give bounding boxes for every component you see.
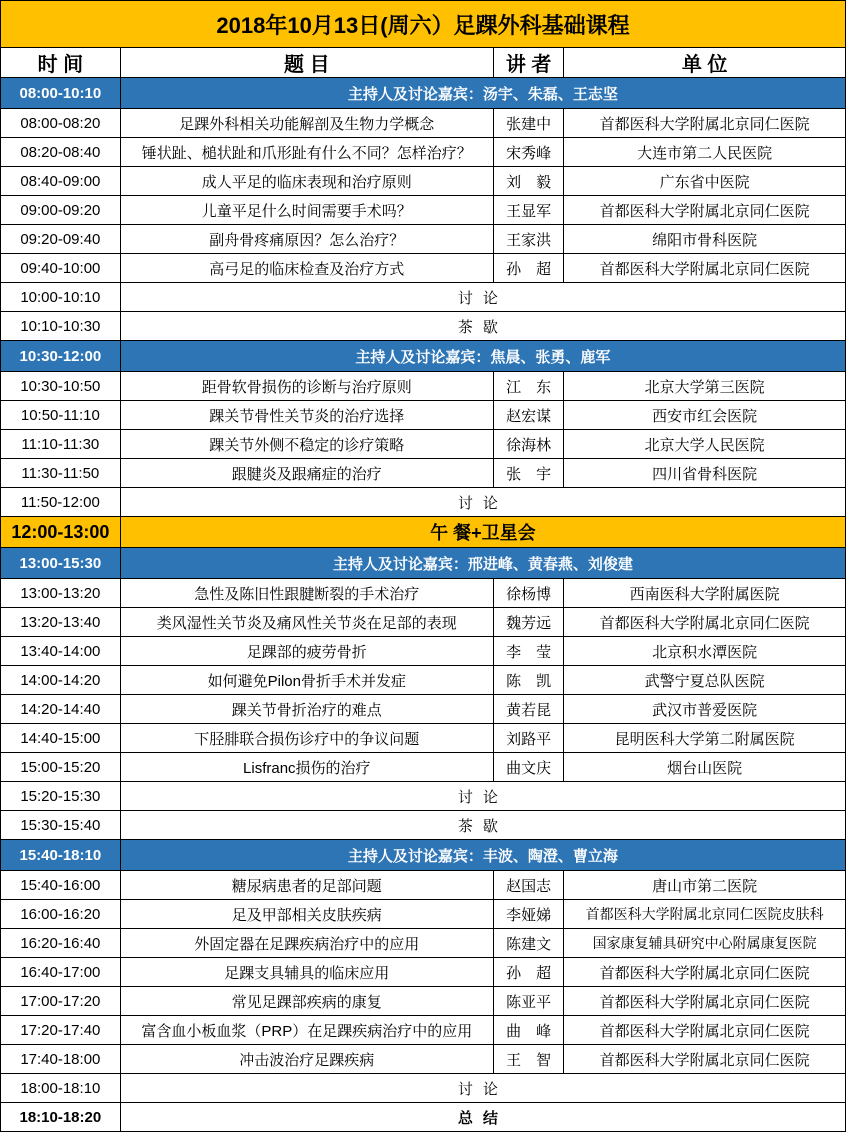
speaker-cell: 赵国志 (493, 871, 563, 900)
time-cell: 10:10-10:30 (1, 312, 121, 341)
time-cell: 10:30-10:50 (1, 372, 121, 401)
time-cell: 09:40-10:00 (1, 254, 121, 283)
speaker-cell: 孙 超 (493, 958, 563, 987)
speaker-cell: 刘 毅 (493, 167, 563, 196)
topic-cell: 急性及陈旧性跟腱断裂的手术治疗 (120, 579, 493, 608)
unit-cell: 昆明医科大学第二附属医院 (564, 724, 846, 753)
single-text: 讨论 (120, 1074, 845, 1103)
header-topic: 题 目 (120, 48, 493, 78)
topic-cell: 成人平足的临床表现和治疗原则 (120, 167, 493, 196)
topic-cell: 下胫腓联合损伤诊疗中的争议问题 (120, 724, 493, 753)
topic-cell: 踝关节外侧不稳定的诊疗策略 (120, 430, 493, 459)
time-cell: 15:40-18:10 (1, 840, 121, 871)
time-cell: 15:40-16:00 (1, 871, 121, 900)
time-cell: 17:40-18:00 (1, 1045, 121, 1074)
header-speaker: 讲 者 (493, 48, 563, 78)
unit-cell: 首都医科大学附属北京同仁医院 (564, 1045, 846, 1074)
session-text: 主持人及讨论嘉宾：丰波、陶澄、曹立海 (120, 840, 845, 871)
unit-cell: 西安市红会医院 (564, 401, 846, 430)
time-cell: 08:40-09:00 (1, 167, 121, 196)
header-unit: 单 位 (564, 48, 846, 78)
speaker-cell: 王显军 (493, 196, 563, 225)
session-text: 主持人及讨论嘉宾：邢进峰、黄春燕、刘俊建 (120, 548, 845, 579)
speaker-cell: 黄若昆 (493, 695, 563, 724)
speaker-cell: 李娅娣 (493, 900, 563, 929)
talk-row (1, 109, 846, 138)
time-cell: 13:20-13:40 (1, 608, 121, 637)
page-title: 2018年10月13日(周六）足踝外科基础课程 (1, 1, 846, 48)
time-cell: 18:00-18:10 (1, 1074, 121, 1103)
single-text: 茶歇 (120, 811, 845, 840)
unit-cell: 绵阳市骨科医院 (564, 225, 846, 254)
unit-cell: 国家康复辅具研究中心附属康复医院 (564, 929, 846, 958)
unit-cell: 北京大学第三医院 (564, 372, 846, 401)
time-cell: 13:00-15:30 (1, 548, 121, 579)
talk-row (1, 608, 846, 637)
session-row (1, 341, 846, 372)
time-cell: 13:00-13:20 (1, 579, 121, 608)
time-cell: 15:20-15:30 (1, 782, 121, 811)
speaker-cell: 王家洪 (493, 225, 563, 254)
topic-cell: 副舟骨疼痛原因？怎么治疗？ (120, 225, 493, 254)
speaker-cell: 李 莹 (493, 637, 563, 666)
speaker-cell: 宋秀峰 (493, 138, 563, 167)
time-cell: 13:40-14:00 (1, 637, 121, 666)
time-cell: 16:40-17:00 (1, 958, 121, 987)
speaker-cell: 徐海林 (493, 430, 563, 459)
single-row (1, 782, 846, 811)
single-row (1, 1074, 846, 1103)
time-cell: 15:30-15:40 (1, 811, 121, 840)
time-cell: 14:40-15:00 (1, 724, 121, 753)
single-text: 讨论 (120, 488, 845, 517)
unit-cell: 首都医科大学附属北京同仁医院 (564, 254, 846, 283)
talk-row (1, 1016, 846, 1045)
talk-row (1, 254, 846, 283)
talk-row (1, 929, 846, 958)
speaker-cell: 张 宇 (493, 459, 563, 488)
speaker-cell: 孙 超 (493, 254, 563, 283)
time-cell: 11:50-12:00 (1, 488, 121, 517)
talk-row (1, 987, 846, 1016)
time-cell: 09:00-09:20 (1, 196, 121, 225)
topic-cell: 富含血小板血浆（PRP）在足踝疾病治疗中的应用 (120, 1016, 493, 1045)
unit-cell: 首都医科大学附属北京同仁医院皮肤科 (564, 900, 846, 929)
session-text: 主持人及讨论嘉宾：汤宇、朱磊、王志坚 (120, 78, 845, 109)
schedule-body (1, 1, 846, 1132)
talk-row (1, 958, 846, 987)
talk-row (1, 695, 846, 724)
talk-row (1, 579, 846, 608)
header-row (1, 48, 846, 78)
unit-cell: 武警宁夏总队医院 (564, 666, 846, 695)
speaker-cell: 赵宏谋 (493, 401, 563, 430)
talk-row (1, 225, 846, 254)
unit-cell: 北京大学人民医院 (564, 430, 846, 459)
time-cell: 18:10-18:20 (1, 1103, 121, 1132)
summary-text: 总结 (120, 1103, 845, 1132)
topic-cell: 足及甲部相关皮肤疾病 (120, 900, 493, 929)
unit-cell: 烟台山医院 (564, 753, 846, 782)
time-cell: 09:20-09:40 (1, 225, 121, 254)
unit-cell: 首都医科大学附属北京同仁医院 (564, 109, 846, 138)
unit-cell: 唐山市第二医院 (564, 871, 846, 900)
talk-row (1, 637, 846, 666)
talk-row (1, 167, 846, 196)
speaker-cell: 张建中 (493, 109, 563, 138)
topic-cell: 糖尿病患者的足部问题 (120, 871, 493, 900)
time-cell: 14:20-14:40 (1, 695, 121, 724)
time-cell: 08:20-08:40 (1, 138, 121, 167)
lunch-row (1, 517, 846, 548)
talk-row (1, 459, 846, 488)
time-cell: 08:00-10:10 (1, 78, 121, 109)
time-cell: 17:00-17:20 (1, 987, 121, 1016)
time-cell: 10:30-12:00 (1, 341, 121, 372)
time-cell: 15:00-15:20 (1, 753, 121, 782)
speaker-cell: 江 东 (493, 372, 563, 401)
unit-cell: 西南医科大学附属医院 (564, 579, 846, 608)
topic-cell: 常见足踝部疾病的康复 (120, 987, 493, 1016)
topic-cell: 冲击波治疗足踝疾病 (120, 1045, 493, 1074)
time-cell: 11:30-11:50 (1, 459, 121, 488)
single-row (1, 488, 846, 517)
topic-cell: 类风湿性关节炎及痛风性关节炎在足部的表现 (120, 608, 493, 637)
topic-cell: 如何避免Pilon骨折手术并发症 (120, 666, 493, 695)
talk-row (1, 196, 846, 225)
topic-cell: 锤状趾、槌状趾和爪形趾有什么不同？怎样治疗？ (120, 138, 493, 167)
talk-row (1, 871, 846, 900)
time-cell: 12:00-13:00 (1, 517, 121, 548)
unit-cell: 武汉市普爱医院 (564, 695, 846, 724)
unit-cell: 广东省中医院 (564, 167, 846, 196)
unit-cell: 四川省骨科医院 (564, 459, 846, 488)
unit-cell: 首都医科大学附属北京同仁医院 (564, 958, 846, 987)
topic-cell: 高弓足的临床检查及治疗方式 (120, 254, 493, 283)
speaker-cell: 陈 凯 (493, 666, 563, 695)
topic-cell: 距骨软骨损伤的诊断与治疗原则 (120, 372, 493, 401)
speaker-cell: 曲 峰 (493, 1016, 563, 1045)
time-cell: 16:00-16:20 (1, 900, 121, 929)
unit-cell: 北京积水潭医院 (564, 637, 846, 666)
unit-cell: 首都医科大学附属北京同仁医院 (564, 987, 846, 1016)
time-cell: 10:50-11:10 (1, 401, 121, 430)
unit-cell: 首都医科大学附属北京同仁医院 (564, 608, 846, 637)
topic-cell: Lisfranc损伤的治疗 (120, 753, 493, 782)
topic-cell: 儿童平足什么时间需要手术吗？ (120, 196, 493, 225)
session-row (1, 840, 846, 871)
time-cell: 17:20-17:40 (1, 1016, 121, 1045)
talk-row (1, 372, 846, 401)
speaker-cell: 徐杨博 (493, 579, 563, 608)
single-row (1, 283, 846, 312)
speaker-cell: 刘路平 (493, 724, 563, 753)
summary-row (1, 1103, 846, 1132)
time-cell: 08:00-08:20 (1, 109, 121, 138)
talk-row (1, 1045, 846, 1074)
session-text: 主持人及讨论嘉宾：焦晨、张勇、鹿军 (120, 341, 845, 372)
speaker-cell: 魏芳远 (493, 608, 563, 637)
unit-cell: 大连市第二人民医院 (564, 138, 846, 167)
session-row (1, 78, 846, 109)
single-row (1, 811, 846, 840)
topic-cell: 跟腱炎及跟痛症的治疗 (120, 459, 493, 488)
single-row (1, 312, 846, 341)
speaker-cell: 王 智 (493, 1045, 563, 1074)
unit-cell: 首都医科大学附属北京同仁医院 (564, 1016, 846, 1045)
talk-row (1, 753, 846, 782)
topic-cell: 外固定器在足踝疾病治疗中的应用 (120, 929, 493, 958)
time-cell: 16:20-16:40 (1, 929, 121, 958)
talk-row (1, 138, 846, 167)
single-text: 讨论 (120, 782, 845, 811)
topic-cell: 踝关节骨性关节炎的治疗选择 (120, 401, 493, 430)
lunch-text: 午 餐+卫星会 (120, 517, 845, 548)
speaker-cell: 曲文庆 (493, 753, 563, 782)
single-text: 茶歇 (120, 312, 845, 341)
speaker-cell: 陈建文 (493, 929, 563, 958)
title-row (1, 1, 846, 48)
talk-row (1, 724, 846, 753)
time-cell: 14:00-14:20 (1, 666, 121, 695)
talk-row (1, 430, 846, 459)
topic-cell: 足踝部的疲劳骨折 (120, 637, 493, 666)
unit-cell: 首都医科大学附属北京同仁医院 (564, 196, 846, 225)
talk-row (1, 401, 846, 430)
talk-row (1, 900, 846, 929)
speaker-cell: 陈亚平 (493, 987, 563, 1016)
topic-cell: 足踝外科相关功能解剖及生物力学概念 (120, 109, 493, 138)
talk-row (1, 666, 846, 695)
time-cell: 11:10-11:30 (1, 430, 121, 459)
single-text: 讨论 (120, 283, 845, 312)
time-cell: 10:00-10:10 (1, 283, 121, 312)
session-row (1, 548, 846, 579)
topic-cell: 踝关节骨折治疗的难点 (120, 695, 493, 724)
header-time: 时 间 (1, 48, 121, 78)
topic-cell: 足踝支具辅具的临床应用 (120, 958, 493, 987)
